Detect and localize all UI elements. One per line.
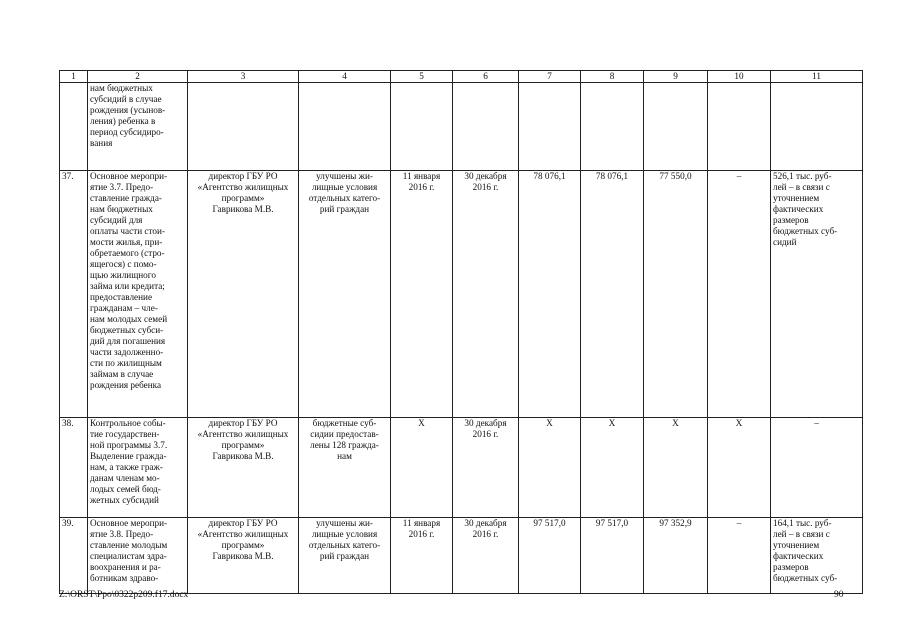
value-cell: 78 076,1 [581,171,644,418]
value-cell [519,83,581,171]
event-cell: Контрольное собы- тие государствен- ной программы 3.7. Выделение гражда- нам, а также граж- данам членам мо- лодых семей бюд- жетных субсидий [88,418,188,518]
end-date-cell: 30 декабря 2016 г. [453,418,519,518]
footer-file-path: Z:\ORST\Ppo\0322p209.f17.docx [59,590,189,600]
value-cell: 78 076,1 [519,171,581,418]
value-cell [581,83,644,171]
table-header-row [60,71,863,83]
column-header: 5 [391,71,453,83]
row-number-cell [60,83,88,171]
value-cell [644,83,708,171]
row-number-cell: 38. [60,418,88,518]
note-cell: 526,1 тыс. руб- лей – в связи с уточнением фактических размеров бюджетных суб- сидий [771,171,863,418]
event-cell: нам бюджетных субсидий в случае рождения (усынов- ления) ребенка в период субсидиро- вания [88,83,188,171]
value-cell: 97 352,9 [644,518,708,594]
column-header: 3 [188,71,299,83]
column-header: 10 [708,71,771,83]
value-cell: Х [708,418,771,518]
end-date-cell: 30 декабря 2016 г. [453,518,519,594]
column-header: 6 [453,71,519,83]
start-date-cell: 11 января 2016 г. [391,518,453,594]
value-cell [708,83,771,171]
page-number: 90 [834,590,844,600]
column-header: 8 [581,71,644,83]
responsible-cell: директор ГБУ РО «Агентство жилищных программ» Гаврикова М.В. [188,418,299,518]
start-date-cell: Х [391,418,453,518]
row-number-cell: 37. [60,171,88,418]
column-header: 2 [88,71,188,83]
table-row [60,171,863,418]
table-row [60,83,863,171]
result-cell: улучшены жи- лищные условия отдельных катего- рий граждан [299,171,391,418]
result-cell [299,83,391,171]
value-cell: 77 550,0 [644,171,708,418]
responsible-cell: директор ГБУ РО «Агентство жилищных программ» Гаврикова М.В. [188,171,299,418]
value-cell: – [708,518,771,594]
column-header: 4 [299,71,391,83]
note-cell: – [771,418,863,518]
responsible-cell [188,83,299,171]
table-row [60,418,863,518]
note-cell [771,83,863,171]
value-cell: – [708,171,771,418]
value-cell: Х [519,418,581,518]
end-date-cell [453,83,519,171]
value-cell: 97 517,0 [519,518,581,594]
result-cell: улучшены жи- лищные условия отдельных катего- рий граждан [299,518,391,594]
table-row [60,518,863,594]
event-cell: Основное меропри- ятие 3.7. Предо- ставление гражда- нам бюджетных субсидий для оплаты части стои- мости жилья, при- обретаемого (стро- ящегося) с помо- щью жилищного займа или кредита; предоставление гражданам – чле- нам молодых семей бюджетных субси- дий для погашения части задолженно- сти по жилищным займам в случае рождения ребенка [88,171,188,418]
event-cell: Основное меропри- ятие 3.8. Предо- ставление молодым специалистам здра- воохранения и ра- ботникам здраво- [88,518,188,594]
column-header: 9 [644,71,708,83]
responsible-cell: директор ГБУ РО «Агентство жилищных программ» Гаврикова М.В. [188,518,299,594]
column-header: 1 [60,71,88,83]
value-cell: Х [581,418,644,518]
column-header: 7 [519,71,581,83]
start-date-cell: 11 января 2016 г. [391,171,453,418]
column-header: 11 [771,71,863,83]
result-cell: бюджетные суб- сидии предостав- лены 128 гражда- нам [299,418,391,518]
row-number-cell: 39. [60,518,88,594]
note-cell: 164,1 тыс. руб- лей – в связи с уточнением фактических размеров бюджетных суб- [771,518,863,594]
value-cell: 97 517,0 [581,518,644,594]
program-events-table [59,70,863,594]
end-date-cell: 30 декабря 2016 г. [453,171,519,418]
value-cell: Х [644,418,708,518]
start-date-cell [391,83,453,171]
